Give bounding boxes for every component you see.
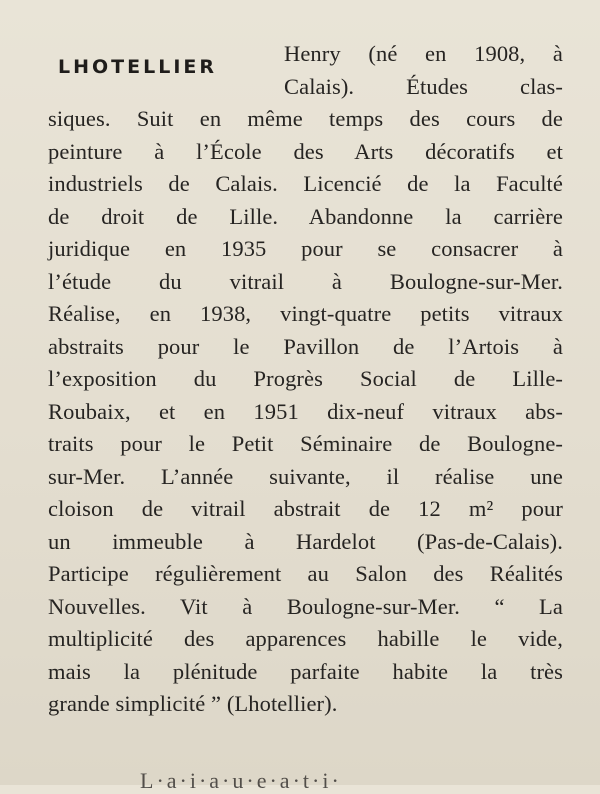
text-line: sur-Mer. L’année suivante, il réalise une	[48, 463, 563, 489]
text-line: Réalise, en 1938, vingt-quatre petits vitraux	[48, 301, 563, 326]
text-line: industriels de Calais. Licencié de la Faculté	[48, 171, 563, 196]
entry-name: LHOTELLIER	[58, 56, 217, 78]
text-line: l’exposition du Progrès Social de Lille-	[48, 366, 563, 391]
entry-header-text	[284, 38, 563, 103]
next-entry-fragment: L·a·i·a·u·e·a·t·i·	[140, 768, 342, 793]
text-line: cloison de vitrail abstrait de 12 m² pour	[48, 496, 563, 521]
text-line: grande simplicité ” (Lhotellier).	[48, 691, 338, 716]
text-line: Participe régulièrement au Salon des Réalités	[48, 561, 563, 586]
text-line: peinture à l’École des Arts décoratifs et	[48, 138, 563, 164]
text-line: un immeuble à Hardelot (Pas-de-Calais).	[48, 528, 563, 554]
text-line: mais la plénitude parfaite habite la très	[48, 658, 563, 684]
text-line: traits pour le Petit Séminaire de Boulogne-	[48, 431, 563, 456]
entry-body	[48, 103, 563, 721]
text-line: Roubaix, et en 1951 dix-neuf vitraux abs-	[48, 398, 563, 424]
text-line: Henry (né en 1908, à	[284, 41, 563, 66]
text-line: de droit de Lille. Abandonne la carrière	[48, 203, 563, 229]
text-line: l’étude du vitrail à Boulogne-sur-Mer.	[48, 268, 563, 294]
text-line: juridique en 1935 pour se consacrer à	[48, 236, 563, 261]
text-line: abstraits pour le Pavillon de l’Artois à	[48, 333, 563, 359]
text-line: Nouvelles. Vit à Boulogne-sur-Mer. “ La	[48, 593, 563, 619]
text-line: multiplicité des apparences habille le vide,	[48, 626, 563, 651]
dictionary-entry	[48, 38, 563, 721]
text-line: siques. Suit en même temps des cours de	[48, 106, 563, 131]
text-line: Calais). Études clas-	[284, 73, 563, 99]
entry-header	[48, 38, 563, 103]
